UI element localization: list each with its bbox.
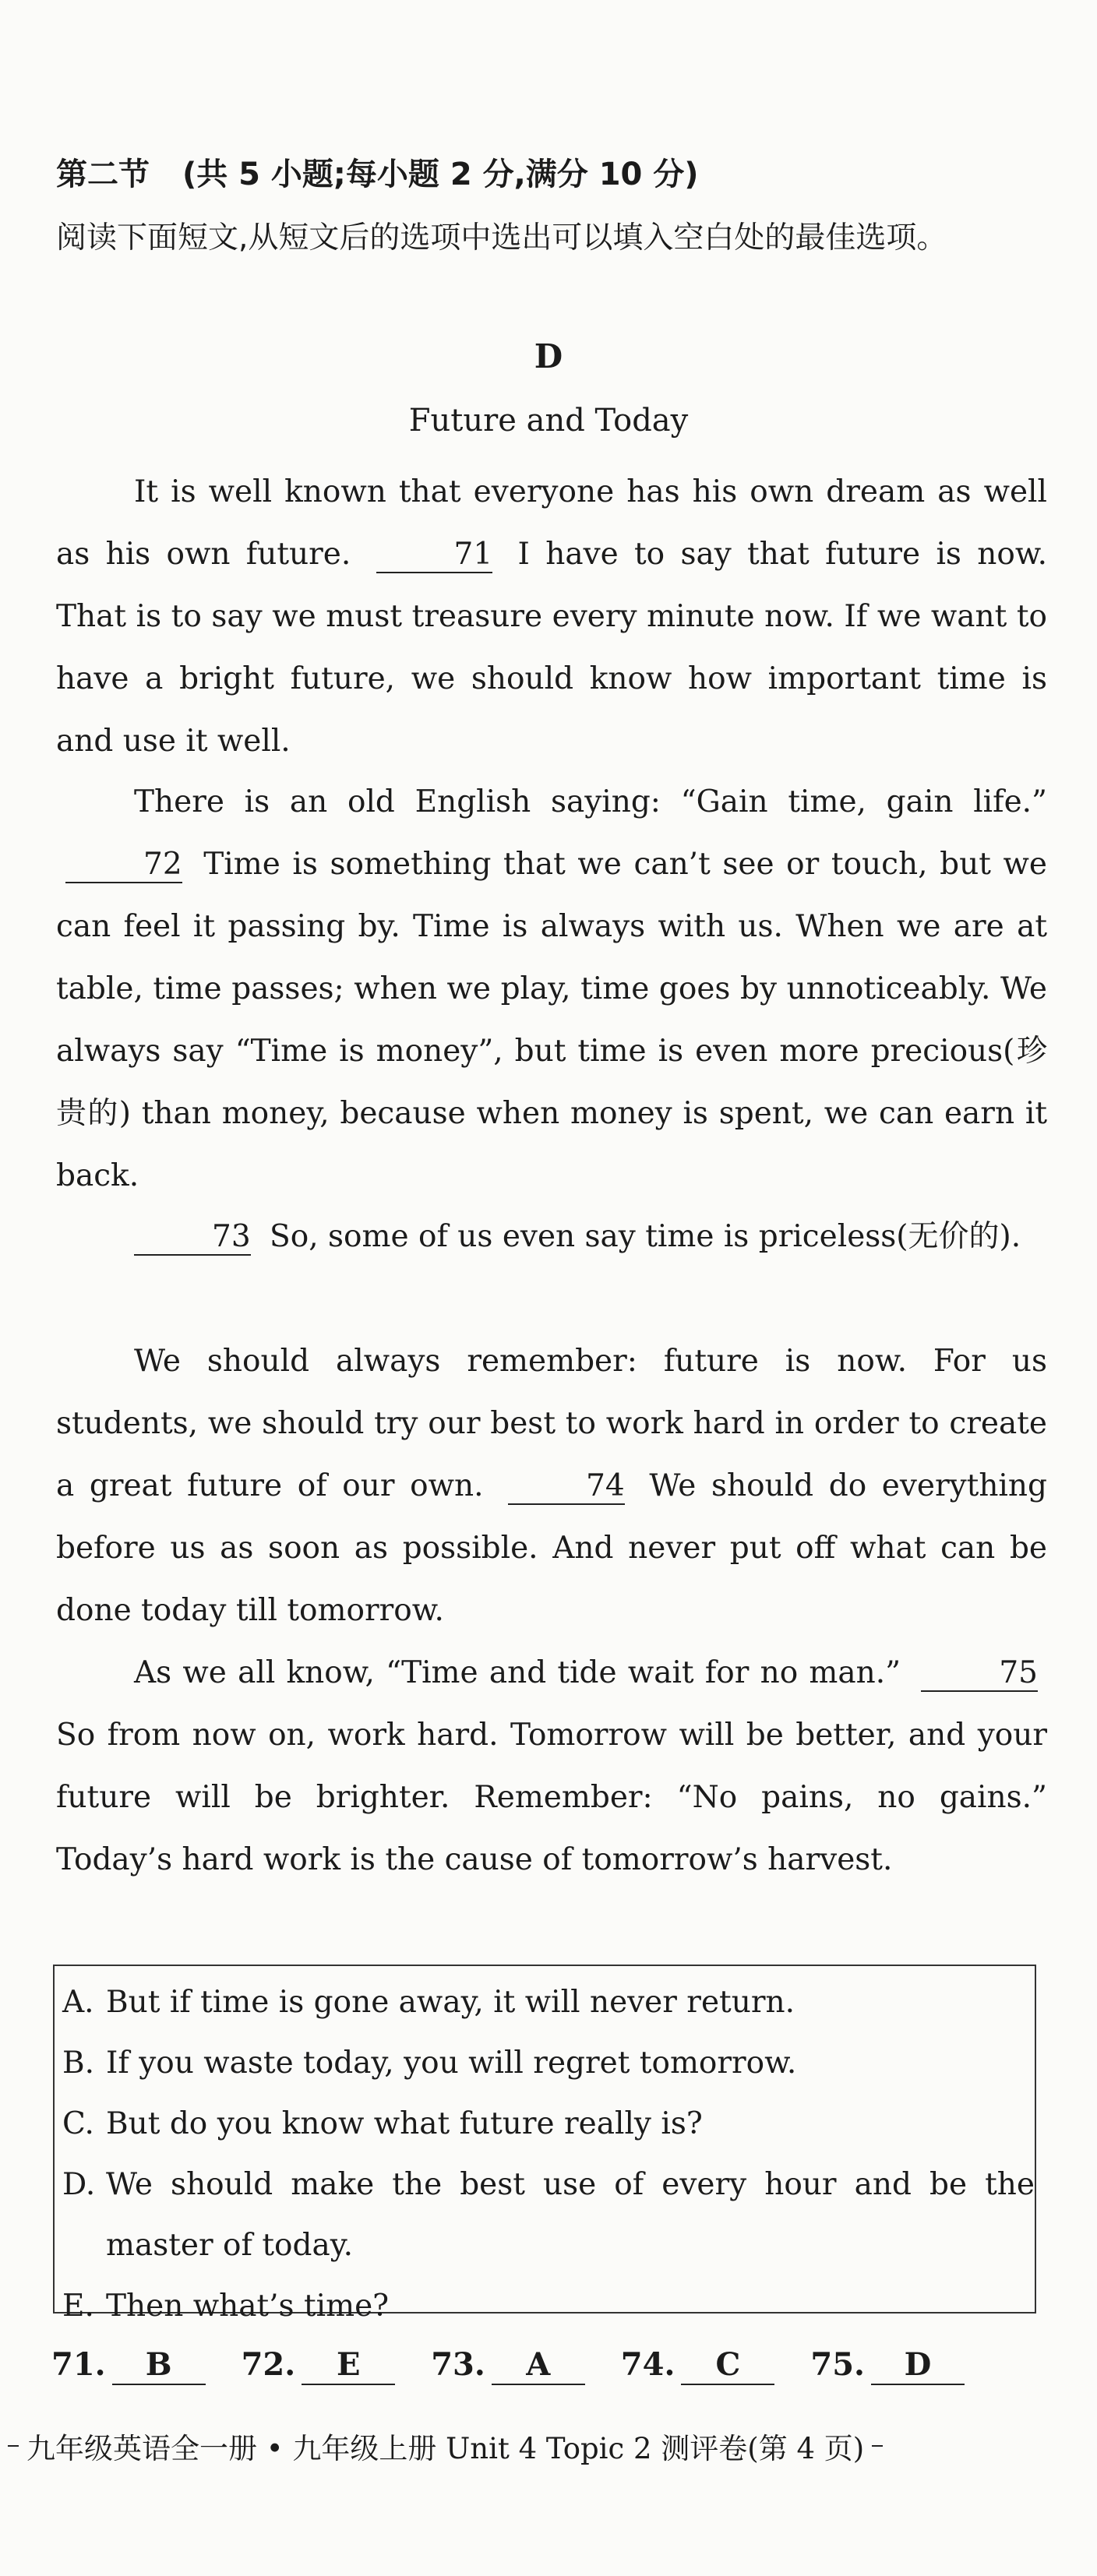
option-letter: E.: [62, 2289, 94, 2324]
paragraph-text: We should do everything before us as soon as possible. And never put off what can be done today till tomorrow.: [56, 1468, 1047, 1628]
answer-75: [810, 2343, 965, 2387]
option-text: But if time is gone away, it will never return.: [106, 1985, 795, 2020]
option-letter: B.: [62, 2046, 95, 2081]
option-c: [62, 2094, 1035, 2155]
paragraph-1: [56, 461, 1047, 773]
options-box: [53, 1965, 1036, 2324]
answer-value: C: [681, 2346, 774, 2385]
blank-72: 72: [65, 848, 182, 883]
option-e: [62, 2276, 1035, 2337]
option-letter: C.: [62, 2106, 94, 2141]
paragraph-text: So from now on, work hard. Tomorrow will be better, and your future will be brighter. Remember: “No pains, no gains.” Today’s hard work is the cause of tomorrow’s harvest.: [56, 1718, 1047, 1877]
answer-number: 73.: [431, 2346, 485, 2383]
blank-74: 74: [508, 1469, 625, 1505]
answer-number: 75.: [810, 2346, 865, 2383]
paragraph-text: I have to say that future is now. That is to say we must treasure every minute now. If we want to have a bright future, we should know how important time is and use it well.: [56, 537, 1047, 759]
paragraph-2: [56, 771, 1047, 1207]
paragraph-text: So, some of us even say time is priceless(无价的).: [270, 1219, 1021, 1254]
paragraph-5: [56, 1642, 1047, 1891]
section-title: 第二节: [56, 157, 150, 192]
answer-number: 72.: [241, 2346, 296, 2383]
answer-value: A: [492, 2346, 585, 2385]
option-text: Then what’s time?: [106, 2289, 390, 2324]
paragraph-text: It is well known that everyone has his own dream as well as his own future.: [56, 474, 1047, 572]
answer-value: B: [112, 2346, 206, 2385]
passage-title: Future and Today: [408, 403, 689, 439]
paragraph-text: There is an old English saying: “Gain time, gain life.”: [134, 784, 1047, 819]
paragraph-text: As we all know, “Time and tide wait for no man.”: [134, 1655, 901, 1690]
paragraph-text: Time is something that we can’t see or touch, but we can feel it passing by. Time is always with us. When we are at table, time passes; when we play, time goes by unnoticeably. We always say “Time is money”, but time is even more precious(珍贵的) than money, because when money is spent, we can earn it back.: [56, 847, 1047, 1193]
paragraph-4: [56, 1330, 1047, 1642]
answer-72: [242, 2343, 396, 2387]
section-header: [56, 154, 1053, 195]
blank-71: 71: [376, 537, 493, 573]
answer-value: E: [302, 2346, 395, 2385]
option-d: [62, 2155, 1035, 2276]
blank-75: 75: [921, 1656, 1038, 1692]
blank-73: 73: [134, 1220, 251, 1256]
option-b: [62, 2033, 1035, 2094]
answer-number: 71.: [51, 2346, 106, 2383]
answer-71: [51, 2343, 206, 2387]
option-a: [62, 1972, 1035, 2033]
passage-letter: D: [534, 337, 563, 375]
page-footer: [0, 2421, 1097, 2471]
section-subtitle: (共 5 小题;每小题 2 分,满分 10 分): [182, 157, 699, 192]
paragraph-3: [56, 1206, 1047, 1268]
footer-rule-right: [872, 2445, 883, 2447]
section-instruction: 阅读下面短文,从短文后的选项中选出可以填入空白处的最佳选项。: [56, 220, 947, 255]
answer-value: D: [871, 2346, 965, 2385]
paragraph-text: We should always remember: future is now. For us students, we should try our best to work hard in order to create a great future of our own.: [56, 1344, 1047, 1503]
footer-text: 九年级英语全一册 • 九年级上册 Unit 4 Topic 2 测评卷(第 4 页): [26, 2432, 865, 2465]
answer-row: [51, 2343, 1064, 2387]
answer-73: [431, 2343, 585, 2387]
option-text: We should make the best use of every hour and be the master of today.: [106, 2167, 1035, 2263]
option-text: But do you know what future really is?: [106, 2106, 703, 2141]
answer-number: 74.: [620, 2346, 675, 2383]
option-letter: D.: [62, 2167, 96, 2202]
option-letter: A.: [62, 1985, 94, 2020]
answer-74: [621, 2343, 775, 2387]
option-text: If you waste today, you will regret tomorrow.: [106, 2046, 797, 2081]
footer-rule-left: [8, 2445, 19, 2447]
